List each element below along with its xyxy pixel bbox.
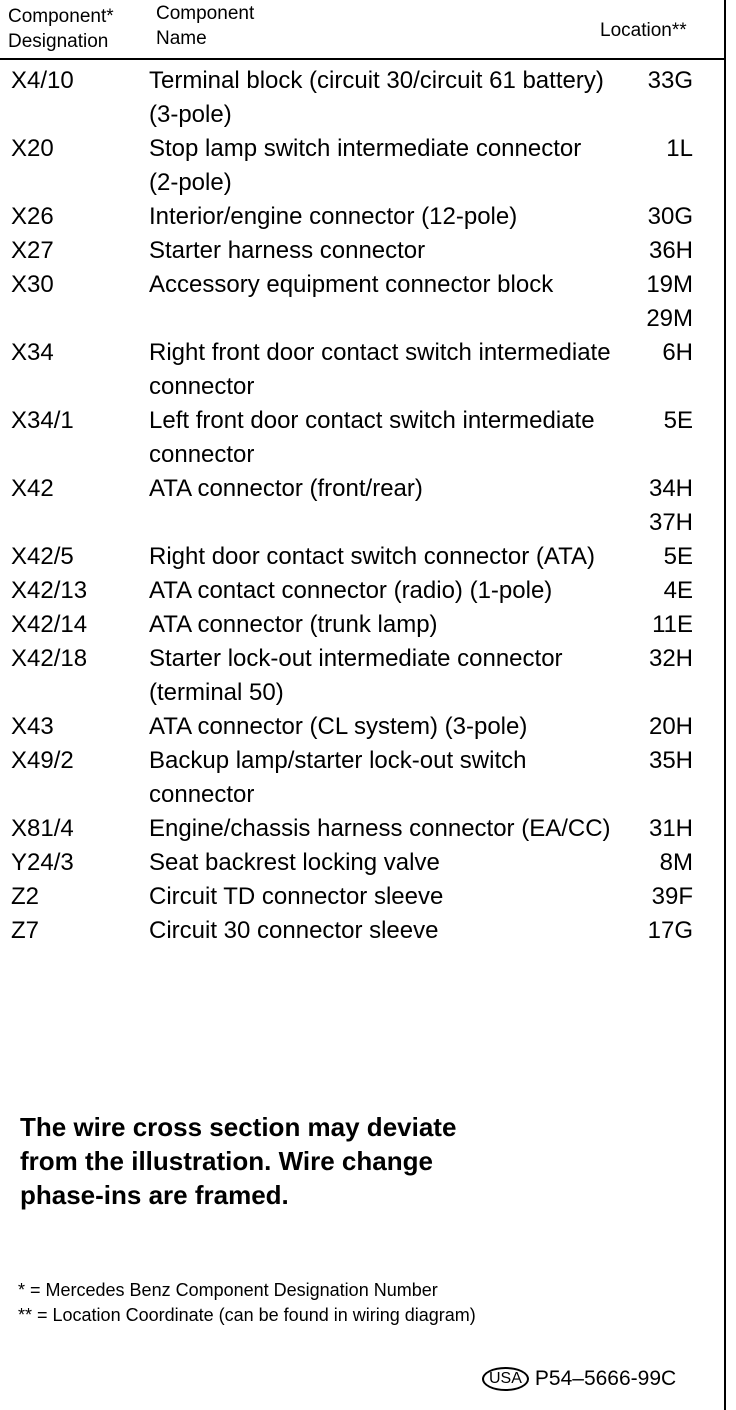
component-name: Starter harness connector (149, 237, 426, 264)
table-row (0, 642, 720, 710)
component-location (611, 608, 693, 642)
component-location (611, 880, 693, 914)
table-row (0, 336, 720, 404)
table-row (0, 472, 720, 540)
footnote-designation: * = Mercedes Benz Component Designation Number (18, 1280, 438, 1300)
header-name (156, 1, 356, 51)
component-designation: X42/14 (11, 611, 88, 638)
component-designation: Z2 (11, 883, 40, 910)
location-code: 8M (659, 849, 693, 876)
table-row (0, 64, 720, 132)
component-location (611, 540, 693, 574)
location-code: 11E (652, 611, 693, 638)
component-designation: X30 (11, 271, 54, 298)
header-designation (8, 4, 148, 54)
header-designation-line1: Component* (8, 6, 114, 27)
header-location: Location** (600, 20, 687, 41)
component-name: Starter lock-out intermediate connector (terminal 50) (149, 645, 563, 706)
table-row (0, 846, 720, 880)
location-code: 29M (646, 305, 693, 332)
component-location (611, 642, 693, 710)
location-code: 37H (648, 509, 693, 536)
table-row (0, 200, 720, 234)
component-location (611, 472, 693, 540)
component-name: Right door contact switch connector (ATA) (149, 543, 595, 570)
table-row (0, 540, 720, 574)
right-border (724, 0, 726, 1410)
document-code-text: P54–5666-99C (534, 1367, 677, 1390)
component-designation: X34 (11, 339, 54, 366)
table-row (0, 234, 720, 268)
table-row (0, 608, 720, 642)
component-name: ATA connector (front/rear) (149, 475, 423, 502)
component-designation: X43 (11, 713, 54, 740)
header-name-line1: Component (156, 3, 255, 24)
table-row (0, 574, 720, 608)
location-code: 35H (648, 747, 693, 774)
document-code (482, 1366, 676, 1392)
location-code: 6H (662, 339, 693, 366)
component-designation: X42 (11, 475, 54, 502)
component-designation: X27 (11, 237, 54, 264)
component-location (611, 234, 693, 268)
table-row (0, 812, 720, 846)
table-row (0, 880, 720, 914)
location-code: 5E (663, 543, 693, 570)
component-location (611, 200, 693, 234)
component-designation: X4/10 (11, 67, 74, 94)
table-row (0, 744, 720, 812)
header-divider (0, 58, 726, 60)
component-name: ATA contact connector (radio) (1-pole) (149, 577, 553, 604)
location-code: 20H (648, 713, 693, 740)
header-designation-line2: Designation (8, 31, 109, 52)
component-name: Right front door contact switch intermediate connector (149, 339, 611, 400)
component-designation: X20 (11, 135, 54, 162)
component-name: Seat backrest locking valve (149, 849, 440, 876)
header-name-line2: Name (156, 28, 207, 49)
location-code: 36H (648, 237, 693, 264)
location-code: 39F (651, 883, 693, 910)
component-name: Interior/engine connector (12-pole) (149, 203, 518, 230)
location-code: 4E (663, 577, 693, 604)
component-location (611, 744, 693, 812)
component-designation: Y24/3 (11, 849, 74, 876)
component-location (611, 404, 693, 472)
component-location (611, 336, 693, 404)
component-name: Engine/chassis harness connector (EA/CC) (149, 815, 611, 842)
table-row (0, 710, 720, 744)
component-designation: X34/1 (11, 407, 74, 434)
table-row (0, 914, 720, 948)
component-designation: X42/18 (11, 645, 88, 672)
component-location (611, 268, 693, 336)
component-location (611, 710, 693, 744)
component-name: Left front door contact switch intermediate connector (149, 407, 595, 468)
component-location (611, 914, 693, 948)
component-name: Accessory equipment connector block (149, 271, 554, 298)
table-row (0, 132, 720, 200)
component-designation: X26 (11, 203, 54, 230)
component-name: ATA connector (trunk lamp) (149, 611, 438, 638)
component-designation: X81/4 (11, 815, 74, 842)
component-name: Backup lamp/starter lock-out switch connector (149, 747, 527, 808)
component-designation: X42/13 (11, 577, 88, 604)
usa-badge: USA (482, 1367, 529, 1391)
component-location (611, 846, 693, 880)
table-row (0, 404, 720, 472)
component-name: Terminal block (circuit 30/circuit 61 battery) (3-pole) (149, 67, 604, 128)
component-designation: Z7 (11, 917, 40, 944)
location-code: 31H (648, 815, 693, 842)
location-code: 30G (647, 203, 693, 230)
wire-note: The wire cross section may deviate from the illustration. Wire change phase-ins are framed. (20, 1112, 457, 1210)
footnote-location: ** = Location Coordinate (can be found in wiring diagram) (18, 1305, 476, 1325)
component-location (611, 574, 693, 608)
component-name: Stop lamp switch intermediate connector (2-pole) (149, 135, 582, 196)
component-name: ATA connector (CL system) (3-pole) (149, 713, 528, 740)
location-code: 1L (666, 135, 693, 162)
location-code: 17G (647, 917, 693, 944)
component-designation: X49/2 (11, 747, 74, 774)
component-location (611, 64, 693, 132)
component-name: Circuit TD connector sleeve (149, 883, 444, 910)
location-code: 19M (646, 271, 693, 298)
component-table (0, 64, 720, 948)
location-code: 34H (648, 475, 693, 502)
component-name: Circuit 30 connector sleeve (149, 917, 439, 944)
location-code: 33G (647, 67, 693, 94)
component-location (611, 132, 693, 200)
location-code: 32H (648, 645, 693, 672)
component-designation: X42/5 (11, 543, 74, 570)
component-location (611, 812, 693, 846)
location-code: 5E (663, 407, 693, 434)
table-row (0, 268, 720, 336)
